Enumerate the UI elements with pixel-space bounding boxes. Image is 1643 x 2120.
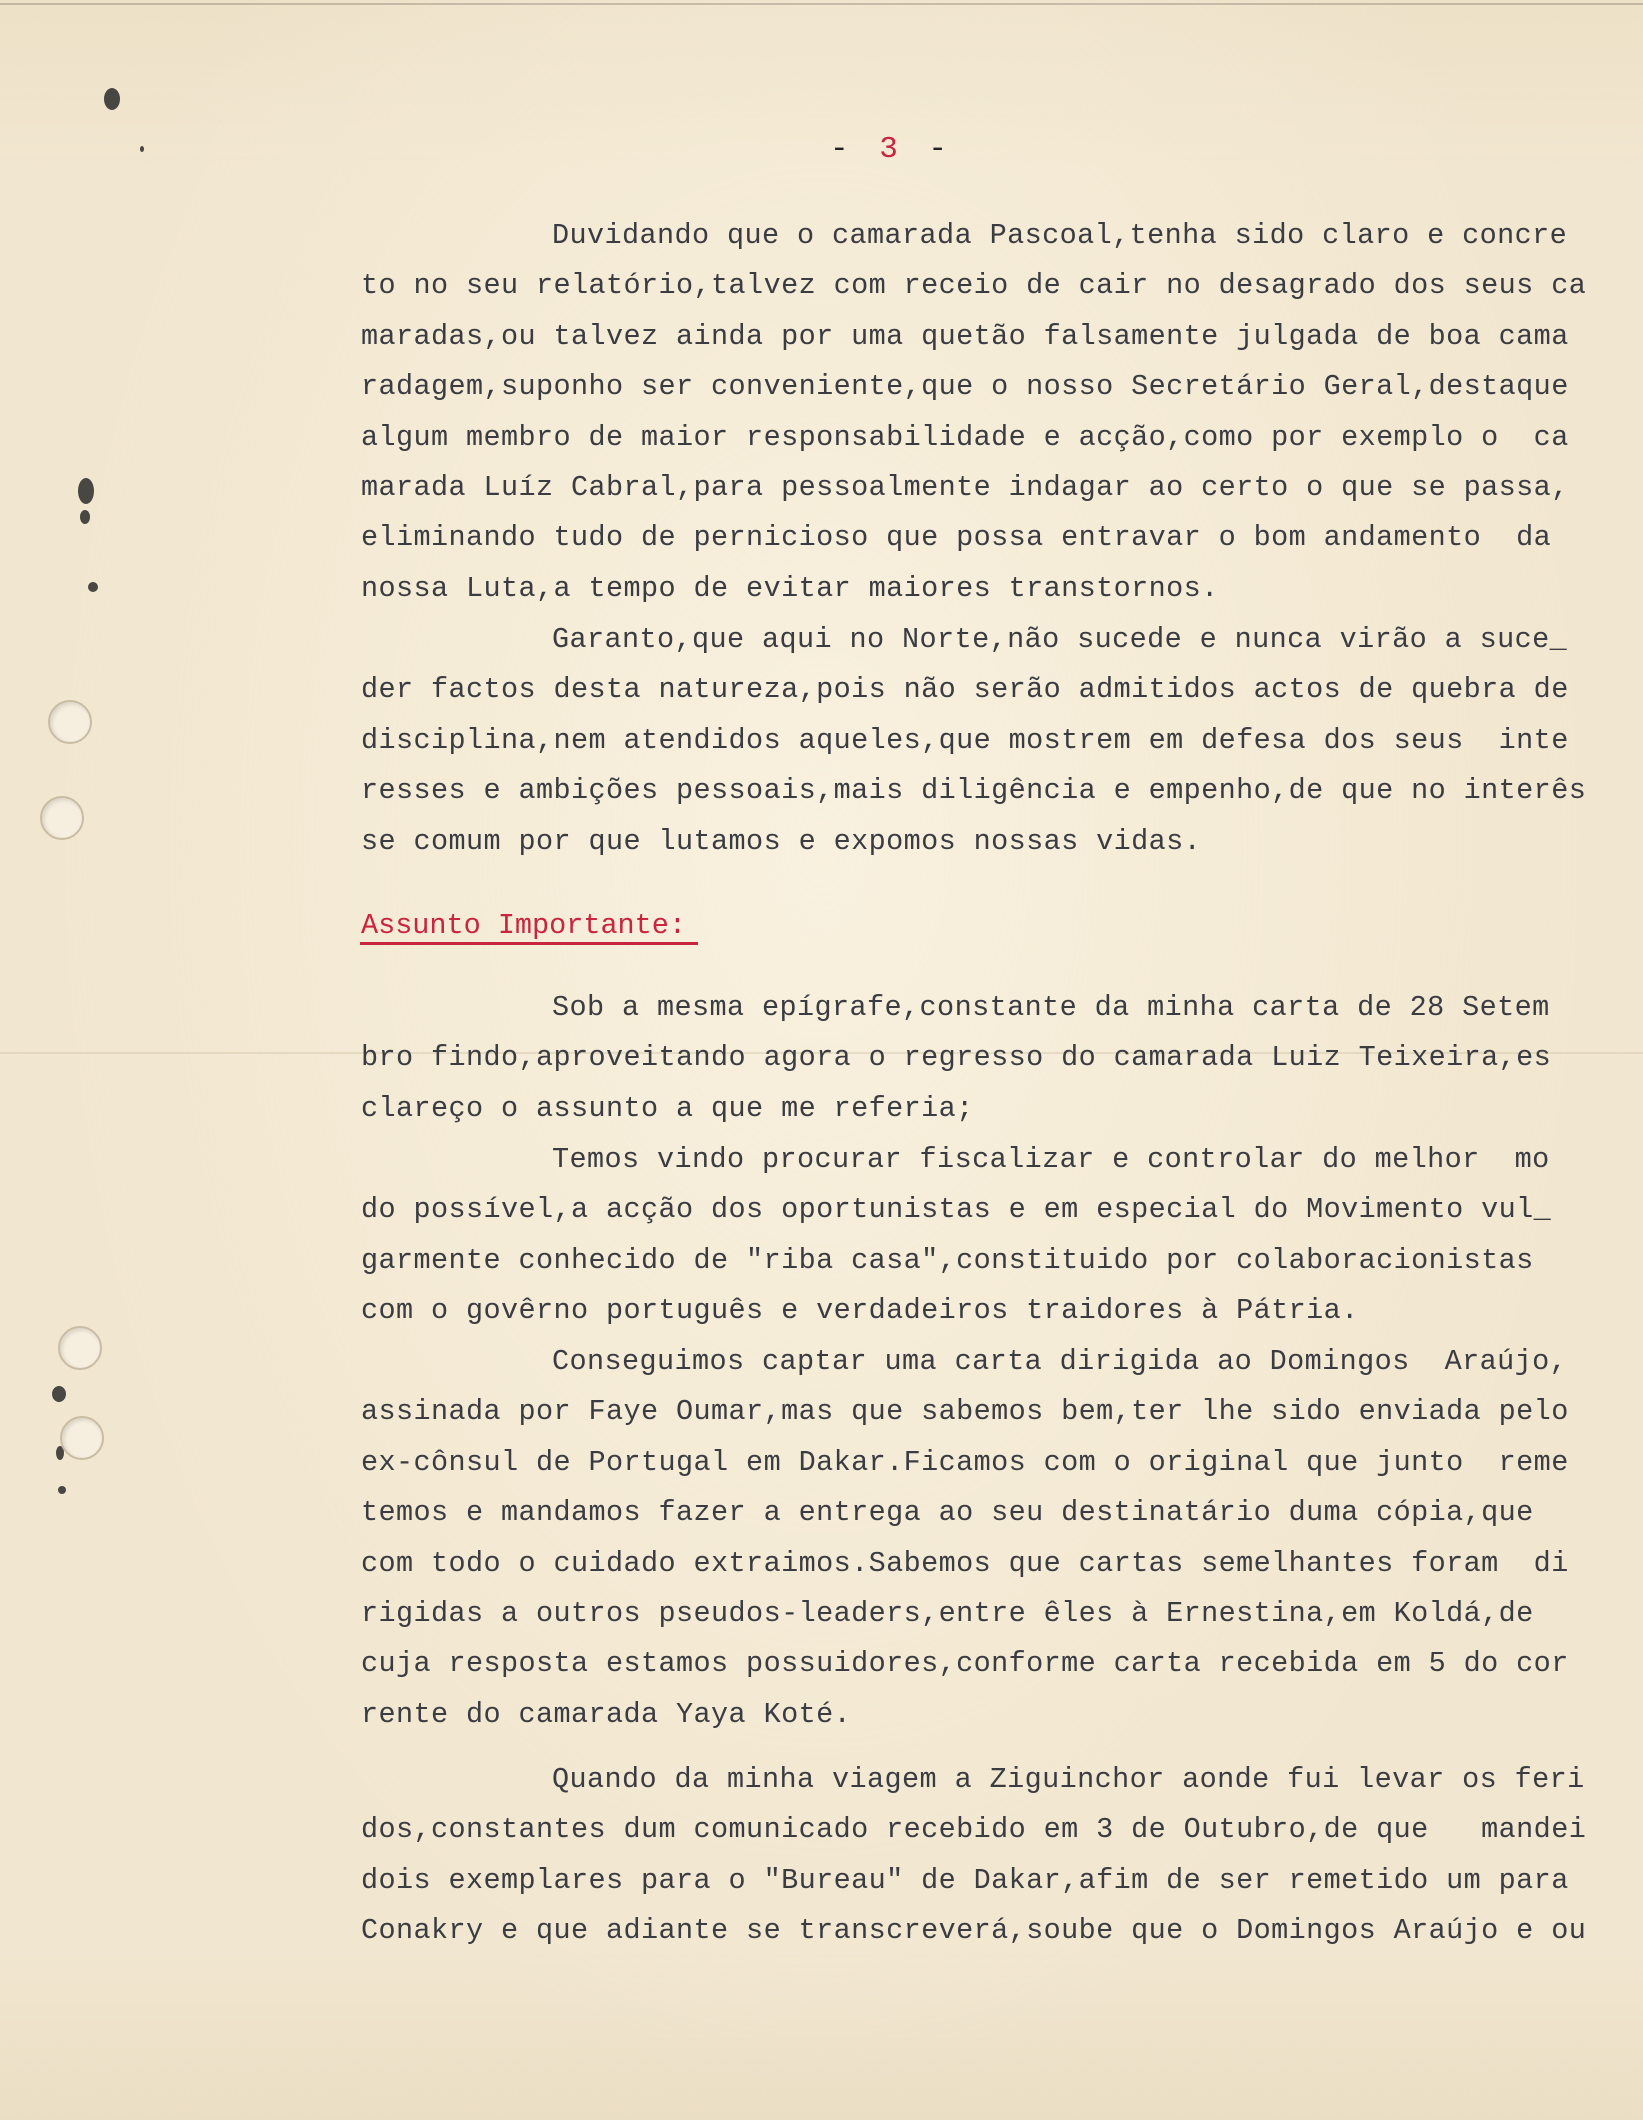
page-number: - 3 - (829, 132, 954, 167)
text-line: der factos desta natureza,pois não serão admitidos actos de quebra de (361, 673, 1569, 707)
text-line: Sob a mesma epígrafe,constante da minha carta de 28 Setem (552, 991, 1550, 1024)
text-line: rigidas a outros pseudos-leaders,entre êles à Ernestina,em Koldá,de (361, 1597, 1534, 1630)
text-line: garmente conhecido de "riba casa",constituido por colaboracionistas (361, 1243, 1534, 1277)
ink-spot (58, 1486, 66, 1494)
text-line: Conseguimos captar uma carta dirigida ao Domingos Araújo, (552, 1345, 1568, 1378)
text-line: disciplina,nem atendidos aqueles,que mostrem em defesa dos seus inte (361, 723, 1569, 757)
text-line: to no seu relatório,talvez com receio de cair no desagrado dos seus ca (361, 269, 1587, 303)
text-line: Garanto,que aqui no Norte,não sucede e nunca virão a suce_ (552, 623, 1568, 656)
ink-spot (52, 1386, 66, 1402)
text-line: com o govêrno português e verdadeiros traidores à Pátria. (361, 1294, 1359, 1328)
text-line: eliminando tudo de pernicioso que possa entravar o bom andamento da (361, 521, 1552, 555)
text-line: se comum por que lutamos e expomos nossas vidas. (361, 824, 1202, 858)
punch-hole (58, 1326, 102, 1370)
text-line: cuja resposta estamos possuidores,conforme carta recebida em 5 do cor (361, 1647, 1569, 1681)
text-line: bro findo,aproveitando agora o regresso do camarada Luiz Teixeira,es (361, 1041, 1552, 1075)
text-line: marada Luíz Cabral,para pessoalmente indagar ao certo o que se passa, (361, 471, 1569, 504)
text-line: assinada por Faye Oumar,mas que sabemos bem,ter lhe sido enviada pelo (361, 1395, 1569, 1429)
text-line: maradas,ou talvez ainda por uma quetão falsamente julgada de boa cama (361, 319, 1569, 353)
text-line: radagem,suponho ser conveniente,que o nosso Secretário Geral,destaque (361, 370, 1569, 404)
text-line: Quando da minha viagem a Ziguinchor aonde fui levar os feri (552, 1763, 1585, 1796)
text-line: clareço o assunto a que me referia; (361, 1091, 974, 1125)
text-line: algum membro de maior responsabilidade e acção,como por exemplo o ca (361, 420, 1569, 454)
text-line: dois exemplares para o "Bureau" de Dakar,afim de ser remetido um para (361, 1863, 1569, 1897)
ink-spot (78, 478, 94, 504)
text-line: Duvidando que o camarada Pascoal,tenha sido claro e concre (552, 219, 1568, 252)
text-line: do possível,a acção dos oportunistas e em especial do Movimento vul_ (361, 1193, 1552, 1227)
text-line: rente do camarada Yaya Koté. (361, 1697, 852, 1731)
text-line: nossa Luta,a tempo de evitar maiores transtornos. (361, 571, 1219, 605)
text-line: resses e ambições pessoais,mais diligência e empenho,de que no interês (361, 774, 1587, 808)
section-heading: Assunto Importante: (361, 909, 686, 942)
punch-hole (40, 796, 84, 840)
text-line: Conakry e que adiante se transcreverá,soube que o Domingos Araújo e ou (361, 1914, 1587, 1948)
paper-top-edge (0, 3, 1643, 5)
text-line: dos,constantes dum comunicado recebido em 3 de Outubro,de que mandei (361, 1813, 1587, 1847)
ink-spot (104, 88, 120, 110)
punch-hole (60, 1416, 104, 1460)
ink-spot (80, 510, 90, 524)
text-line: Temos vindo procurar fiscalizar e controlar do melhor mo (552, 1143, 1550, 1176)
text-line: temos e mandamos fazer a entrega ao seu destinatário duma cópia,que (361, 1496, 1534, 1530)
text-line: ex-cônsul de Portugal em Dakar.Ficamos com o original que junto reme (361, 1445, 1569, 1479)
section-heading-underline (360, 942, 698, 945)
text-line: com todo o cuidado extraimos.Sabemos que cartas semelhantes foram di (361, 1546, 1569, 1580)
ink-spot (88, 582, 98, 592)
punch-hole (48, 700, 92, 744)
